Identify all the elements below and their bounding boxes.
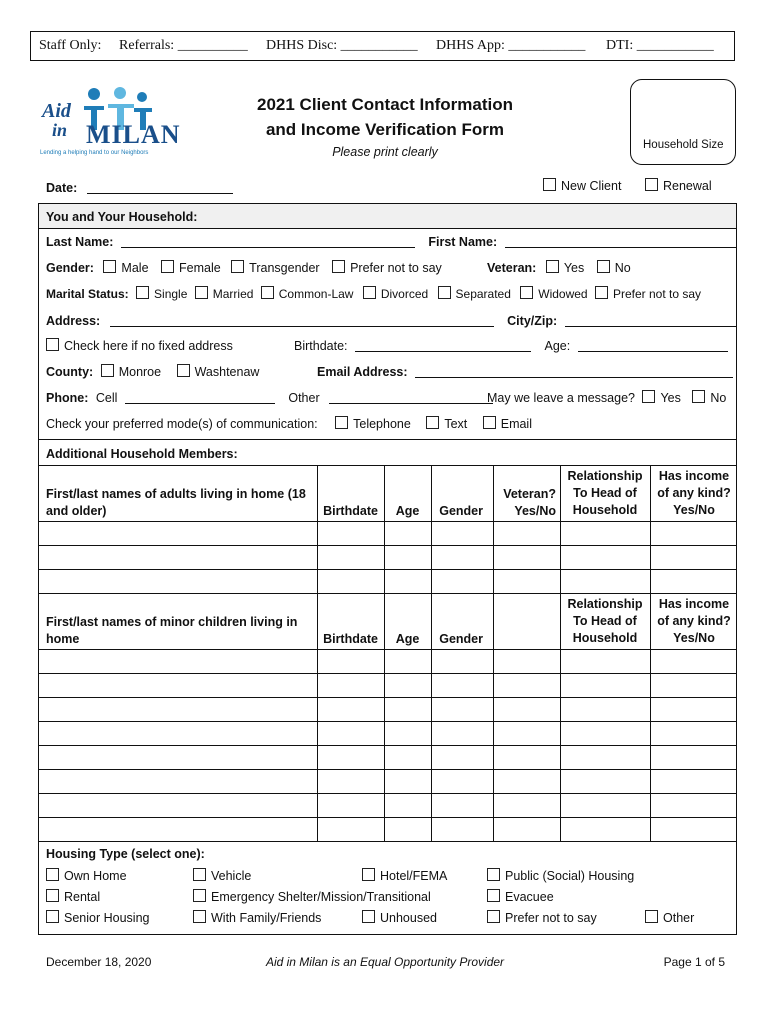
county-row [46, 364, 259, 379]
marital-common-law-label: Common-Law [278, 287, 354, 301]
marital-separated-checkbox[interactable] [438, 286, 451, 299]
address-row [46, 313, 737, 328]
phone-row [46, 390, 493, 405]
housing-public-checkbox[interactable] [487, 868, 500, 881]
marital-separated-label: Separated [455, 287, 511, 301]
age-label: Age: [544, 339, 571, 353]
housing-senior-checkbox[interactable] [46, 910, 59, 923]
housing-own-home-label: Own Home [64, 869, 127, 883]
mode-option-telephone[interactable] [335, 417, 411, 431]
marital-single-label: Single [154, 287, 188, 301]
housing-option-vehicle[interactable] [193, 868, 251, 883]
preferred-mode-row [46, 416, 532, 431]
no-fixed-address-label: Check here if no fixed address [64, 339, 233, 353]
adults-age-header: Age [395, 504, 420, 518]
table-row-line [38, 793, 737, 794]
table-row-line [38, 817, 737, 818]
gender-transgender-label: Transgender [249, 261, 320, 275]
housing-rental-checkbox[interactable] [46, 889, 59, 902]
housing-other-checkbox[interactable] [645, 910, 658, 923]
first-name-field[interactable] [505, 234, 737, 248]
housing-option-rental[interactable] [46, 889, 100, 904]
mode-option-text[interactable] [426, 417, 467, 431]
marital-widowed-checkbox[interactable] [520, 286, 533, 299]
column-divider [384, 465, 385, 841]
footer-notice: Aid in Milan is an Equal Opportunity Provider [265, 955, 505, 969]
address-label: Address: [46, 314, 101, 328]
veteran-option-no[interactable] [597, 261, 631, 275]
mode-email-checkbox[interactable] [483, 416, 496, 429]
form-title [200, 92, 570, 159]
housing-option-other[interactable] [645, 910, 694, 925]
gender-label: Gender: [46, 261, 94, 275]
renewal-checkbox[interactable] [645, 178, 658, 191]
marital-married-label: Married [212, 287, 254, 301]
renewal-label: Renewal [663, 179, 712, 193]
message-yes-checkbox[interactable] [642, 390, 655, 403]
phone-label: Phone: [46, 391, 89, 405]
name-row [46, 234, 737, 249]
housing-unhoused-label: Unhoused [380, 911, 437, 925]
county-monroe-label: Monroe [118, 365, 162, 379]
column-divider [493, 465, 494, 841]
children-income-header: Has income of any kind? Yes/No [657, 597, 731, 645]
gender-female-label: Female [179, 261, 221, 275]
mode-text-label: Text [444, 417, 468, 431]
table-row-line [38, 745, 737, 746]
housing-option-senior[interactable] [46, 910, 149, 925]
table-row-line [38, 649, 737, 650]
table-bottom-line [38, 841, 737, 842]
logo-milan-text: MILAN [86, 120, 181, 149]
housing-public-label: Public (Social) Housing [505, 869, 635, 883]
address-field[interactable] [110, 313, 494, 327]
table-row-line [38, 721, 737, 722]
date-field[interactable] [87, 180, 233, 194]
adults-income-header: Has income of any kind? Yes/No [657, 469, 731, 517]
county-washtenaw-label: Washtenaw [194, 365, 260, 379]
housing-hotel-checkbox[interactable] [362, 868, 375, 881]
marital-divorced-checkbox[interactable] [363, 286, 376, 299]
gender-prefer-not-checkbox[interactable] [332, 260, 345, 273]
gender-male-label: Male [121, 261, 149, 275]
marital-option-single[interactable] [136, 287, 187, 301]
county-monroe-checkbox[interactable] [101, 364, 114, 377]
adults-relationship-header: Relationship To Head of Household [567, 469, 643, 517]
gender-prefer-not-label: Prefer not to say [350, 261, 442, 275]
children-relationship-header: Relationship To Head of Household [567, 597, 643, 645]
mode-telephone-label: Telephone [353, 417, 411, 431]
table-row-line [38, 521, 737, 522]
other-phone-field[interactable] [329, 390, 493, 404]
logo-aid-text: Aid [42, 100, 71, 122]
housing-family-label: With Family/Friends [211, 911, 322, 925]
footer-page-number: Page 1 of 5 [663, 955, 725, 969]
members-heading: Additional Household Members: [46, 447, 238, 461]
housing-option-evacuee[interactable] [487, 889, 554, 904]
no-fixed-address-option[interactable] [46, 338, 233, 353]
marital-option-widowed[interactable] [520, 287, 587, 301]
housing-option-unhoused[interactable] [362, 910, 437, 925]
household-size-box[interactable] [630, 79, 736, 165]
marital-option-common-law[interactable] [261, 287, 354, 301]
column-divider [431, 465, 432, 841]
county-label: County: [46, 365, 94, 379]
cityzip-field[interactable] [565, 313, 737, 327]
county-washtenaw-checkbox[interactable] [177, 364, 190, 377]
column-divider [560, 465, 561, 841]
table-row-line [38, 769, 737, 770]
staff-only-bar [30, 31, 735, 61]
county-option-washtenaw[interactable] [177, 365, 260, 379]
housing-option-public[interactable] [487, 868, 634, 883]
renewal-option[interactable] [645, 178, 712, 193]
housing-hotel-label: Hotel/FEMA [380, 869, 448, 883]
cell-phone-field[interactable] [125, 390, 275, 404]
birthdate-field[interactable] [355, 338, 531, 352]
housing-option-family[interactable] [193, 910, 321, 925]
adults-gender-header: Gender [439, 504, 483, 518]
gender-male-checkbox[interactable] [103, 260, 116, 273]
housing-other-label: Other [663, 911, 695, 925]
divider [38, 439, 737, 440]
marital-common-law-checkbox[interactable] [261, 286, 274, 299]
email-address-field[interactable] [415, 364, 733, 378]
housing-prefer-not-checkbox[interactable] [487, 910, 500, 923]
logo-in-text: in [52, 120, 68, 140]
title-line-1: 2021 Client Contact Information [257, 95, 513, 114]
housing-vehicle-checkbox[interactable] [193, 868, 206, 881]
aid-in-milan-logo [40, 86, 180, 162]
footer-date: December 18, 2020 [46, 955, 152, 969]
mode-telephone-checkbox[interactable] [335, 416, 348, 429]
housing-rental-label: Rental [64, 890, 101, 904]
housing-option-own-home[interactable] [46, 868, 127, 883]
marital-divorced-label: Divorced [380, 287, 429, 301]
column-divider [317, 465, 318, 841]
veteran-no-checkbox[interactable] [597, 260, 610, 273]
table-row-line [38, 545, 737, 546]
veteran-option-yes[interactable] [546, 261, 584, 275]
marital-widowed-label: Widowed [538, 287, 588, 301]
last-name-label: Last Name: [46, 235, 114, 249]
dti-field[interactable]: DTI: ___________ [606, 38, 714, 53]
marital-single-checkbox[interactable] [136, 286, 149, 299]
marital-option-separated[interactable] [438, 287, 511, 301]
housing-family-checkbox[interactable] [193, 910, 206, 923]
children-names-header: First/last names of minor children living in home [46, 615, 298, 646]
dhhs-app-field[interactable]: DHHS App: ___________ [436, 38, 586, 53]
first-name-label: First Name: [428, 235, 498, 249]
housing-senior-label: Senior Housing [64, 911, 150, 925]
gender-option-female[interactable] [161, 261, 221, 275]
last-name-field[interactable] [121, 234, 415, 248]
title-subtitle: Please print clearly [332, 145, 438, 159]
birthdate-row [294, 338, 728, 353]
housing-own-home-checkbox[interactable] [46, 868, 59, 881]
message-option-no[interactable] [692, 391, 726, 405]
new-client-option[interactable] [543, 178, 621, 193]
marital-prefer-not-label: Prefer not to say [612, 287, 701, 301]
marital-option-prefer-not[interactable] [595, 287, 701, 301]
staff-only-label: Staff Only: [39, 38, 102, 53]
email-address-label: Email Address: [317, 365, 408, 379]
housing-option-hotel[interactable] [362, 868, 447, 883]
children-gender-header: Gender [439, 632, 483, 646]
children-age-header: Age [395, 632, 420, 646]
table-top-line [38, 465, 737, 466]
gender-row [46, 260, 442, 275]
birthdate-label: Birthdate: [294, 339, 348, 353]
logo-tagline: Lending a helping hand to our Neighbors [40, 150, 149, 156]
marital-status-label: Marital Status: [46, 287, 129, 301]
email-row [317, 364, 733, 379]
veteran-yes-label: Yes [563, 261, 585, 275]
adults-birthdate-header: Birthdate [323, 504, 378, 518]
veteran-label: Veteran: [487, 261, 537, 275]
leave-message-row [487, 390, 726, 405]
message-no-label: No [710, 391, 727, 405]
housing-evacuee-label: Evacuee [505, 890, 554, 904]
household-size-label: Household Size [643, 139, 724, 151]
mode-option-email[interactable] [483, 417, 532, 431]
marital-prefer-not-checkbox[interactable] [595, 286, 608, 299]
gender-option-male[interactable] [103, 261, 148, 275]
marital-option-married[interactable] [195, 287, 254, 301]
message-no-checkbox[interactable] [692, 390, 705, 403]
housing-shelter-checkbox[interactable] [193, 889, 206, 902]
mode-text-checkbox[interactable] [426, 416, 439, 429]
housing-option-prefer-not[interactable] [487, 910, 597, 925]
mode-email-label: Email [500, 417, 532, 431]
adults-names-header: First/last names of adults living in home (18 and older) [46, 487, 306, 518]
gender-option-prefer-not[interactable] [332, 261, 442, 275]
date-row [46, 180, 233, 195]
housing-unhoused-checkbox[interactable] [362, 910, 375, 923]
other-phone-label: Other [288, 391, 320, 405]
message-option-yes[interactable] [642, 391, 680, 405]
column-divider [650, 465, 651, 841]
date-label: Date: [46, 181, 78, 195]
county-option-monroe[interactable] [101, 365, 161, 379]
marital-married-checkbox[interactable] [195, 286, 208, 299]
veteran-no-label: No [614, 261, 631, 275]
children-birthdate-header: Birthdate [323, 632, 378, 646]
title-line-2: and Income Verification Form [265, 120, 505, 139]
gender-transgender-checkbox[interactable] [231, 260, 244, 273]
cityzip-label: City/Zip: [507, 314, 558, 328]
dhhs-disc-field[interactable]: DHHS Disc: ___________ [266, 38, 418, 53]
housing-option-shelter[interactable] [193, 889, 431, 904]
cell-label: Cell [95, 391, 118, 405]
leave-message-label: May we leave a message? [487, 391, 635, 405]
veteran-row [487, 260, 631, 275]
adults-veteran-header: Veteran? Yes/No [503, 487, 556, 518]
housing-heading: Housing Type (select one): [46, 847, 205, 861]
new-client-checkbox[interactable] [543, 178, 556, 191]
table-row-line [38, 697, 737, 698]
household-section-heading: You and Your Household: [46, 210, 198, 224]
housing-evacuee-checkbox[interactable] [487, 889, 500, 902]
table-row-line [38, 569, 737, 570]
housing-vehicle-label: Vehicle [211, 869, 252, 883]
marital-status-row [46, 286, 701, 301]
marital-option-divorced[interactable] [363, 287, 428, 301]
gender-option-transgender[interactable] [231, 261, 319, 275]
veteran-yes-checkbox[interactable] [546, 260, 559, 273]
housing-shelter-label: Emergency Shelter/Mission/Transitional [211, 890, 431, 904]
gender-female-checkbox[interactable] [161, 260, 174, 273]
referrals-field[interactable]: Referrals: __________ [119, 38, 248, 53]
preferred-mode-label: Check your preferred mode(s) of communication: [46, 417, 318, 431]
message-yes-label: Yes [660, 391, 681, 405]
table-row-line [38, 673, 737, 674]
table-row-line [38, 593, 737, 594]
new-client-label: New Client [561, 179, 622, 193]
age-field[interactable] [578, 338, 728, 352]
housing-prefer-not-label: Prefer not to say [505, 911, 597, 925]
no-fixed-address-checkbox[interactable] [46, 338, 59, 351]
